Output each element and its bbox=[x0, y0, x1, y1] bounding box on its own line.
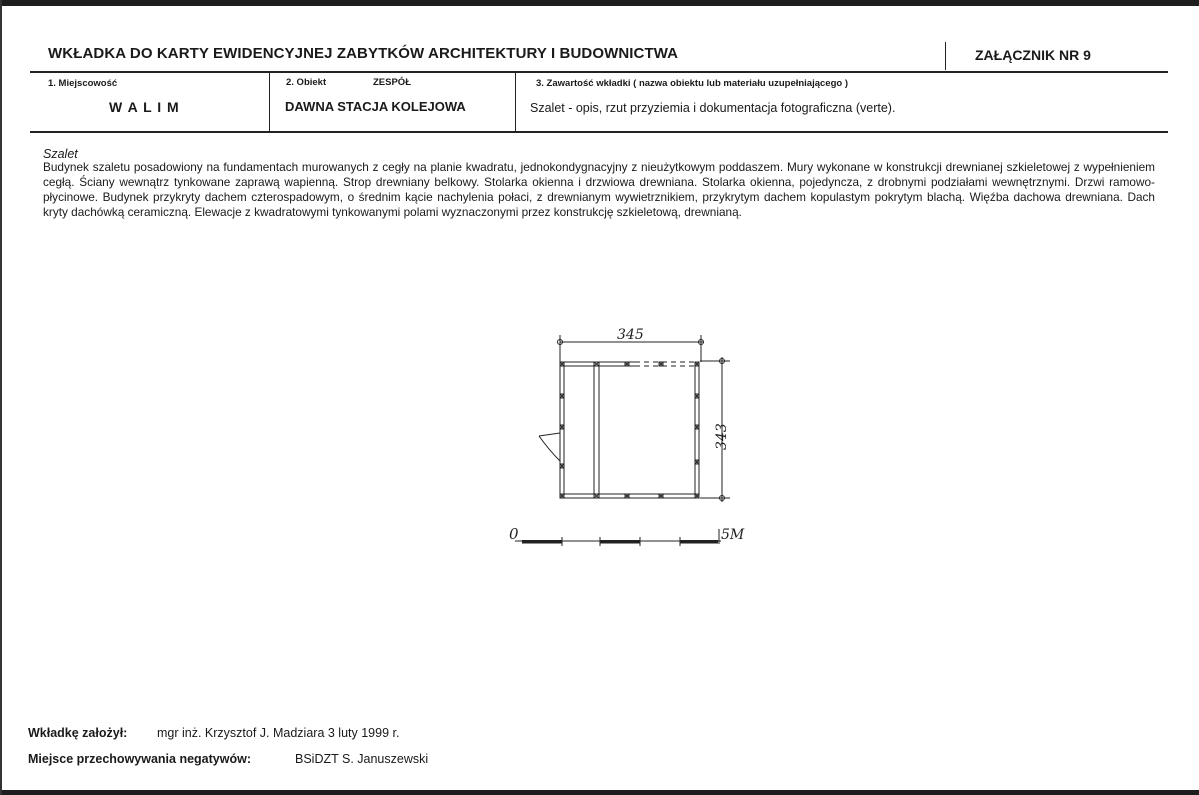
dimension-depth-label: 343 bbox=[714, 423, 730, 450]
negatives-value: BSiDZT S. Januszewski bbox=[295, 752, 429, 766]
header-divider bbox=[945, 42, 946, 70]
place-value: W A L I M bbox=[109, 99, 180, 115]
dimension-width-label: 345 bbox=[617, 327, 644, 343]
author-label: Wkładkę założył: bbox=[28, 726, 128, 740]
column-divider-1 bbox=[269, 72, 270, 131]
author-value: mgr inż. Krzysztof J. Madziara 3 luty 1999 r. bbox=[157, 726, 400, 740]
table-bottom-rule bbox=[30, 131, 1168, 133]
form-title: WKŁADKA DO KARTY EWIDENCYJNEJ ZABYTKÓW ARCHITEKTURY I BUDOWNICTWA bbox=[48, 45, 679, 62]
object-label: 2. Obiekt bbox=[286, 77, 327, 88]
negatives-label: Miejsce przechowywania negatywów: bbox=[28, 752, 251, 766]
scan-edge-left bbox=[0, 0, 2, 795]
table-top-rule bbox=[30, 71, 1168, 73]
content-value: Szalet - opis, rzut przyziemia i dokumentacja fotograficzna (verte). bbox=[530, 101, 896, 115]
column-divider-2 bbox=[515, 72, 516, 131]
object-value: DAWNA STACJA KOLEJOWA bbox=[285, 99, 466, 114]
scale-end-label: 5M bbox=[721, 527, 745, 543]
scan-edge-bottom bbox=[0, 790, 1199, 795]
scan-edge-top bbox=[0, 0, 1199, 6]
floor-plan-drawing bbox=[445, 245, 816, 618]
attachment-number: ZAŁĄCZNIK NR 9 bbox=[975, 47, 1091, 63]
description-title: Szalet bbox=[43, 147, 78, 161]
object-type: ZESPÓŁ bbox=[373, 77, 412, 88]
description-text: Budynek szaletu posadowiony na fundamentach murowanych z cegły na planie kwadratu, jednokondygnacyjny z nieużytkowym poddaszem. Mury wykonane w konstrukcji drewnianej szkieletowej z wypełnieniem cegłą. Ściany wewnątrz tynkowane zaprawą wapienną. Strop drewniany belkowy. Stolarka okienna i drzwiowa drewniana. Stolarka okienna, pojedyncza, z drobnymi podziałami wewnętrznymi. Drzwi ramowo-płycinowe. Budynek przykryty dachem czterospadowym, o średnim kącie nachylenia połaci, z drewnianym wywietrznikiem, przykrytym dachem kopulastym pokrytym blachą. Więźba dachowa drewniana. Dach kryty dachówką ceramiczną. Elewacje z kwadratowymi tynkowanymi polami wyznaczonymi przez konstrukcję szkieletową, drewnianą. bbox=[43, 160, 1155, 219]
place-label: 1. Miejscowość bbox=[48, 78, 118, 89]
content-label: 3. Zawartość wkładki ( nazwa obiektu lub materiału uzupełniającego ) bbox=[536, 78, 848, 89]
scale-start-label: 0 bbox=[509, 525, 519, 543]
